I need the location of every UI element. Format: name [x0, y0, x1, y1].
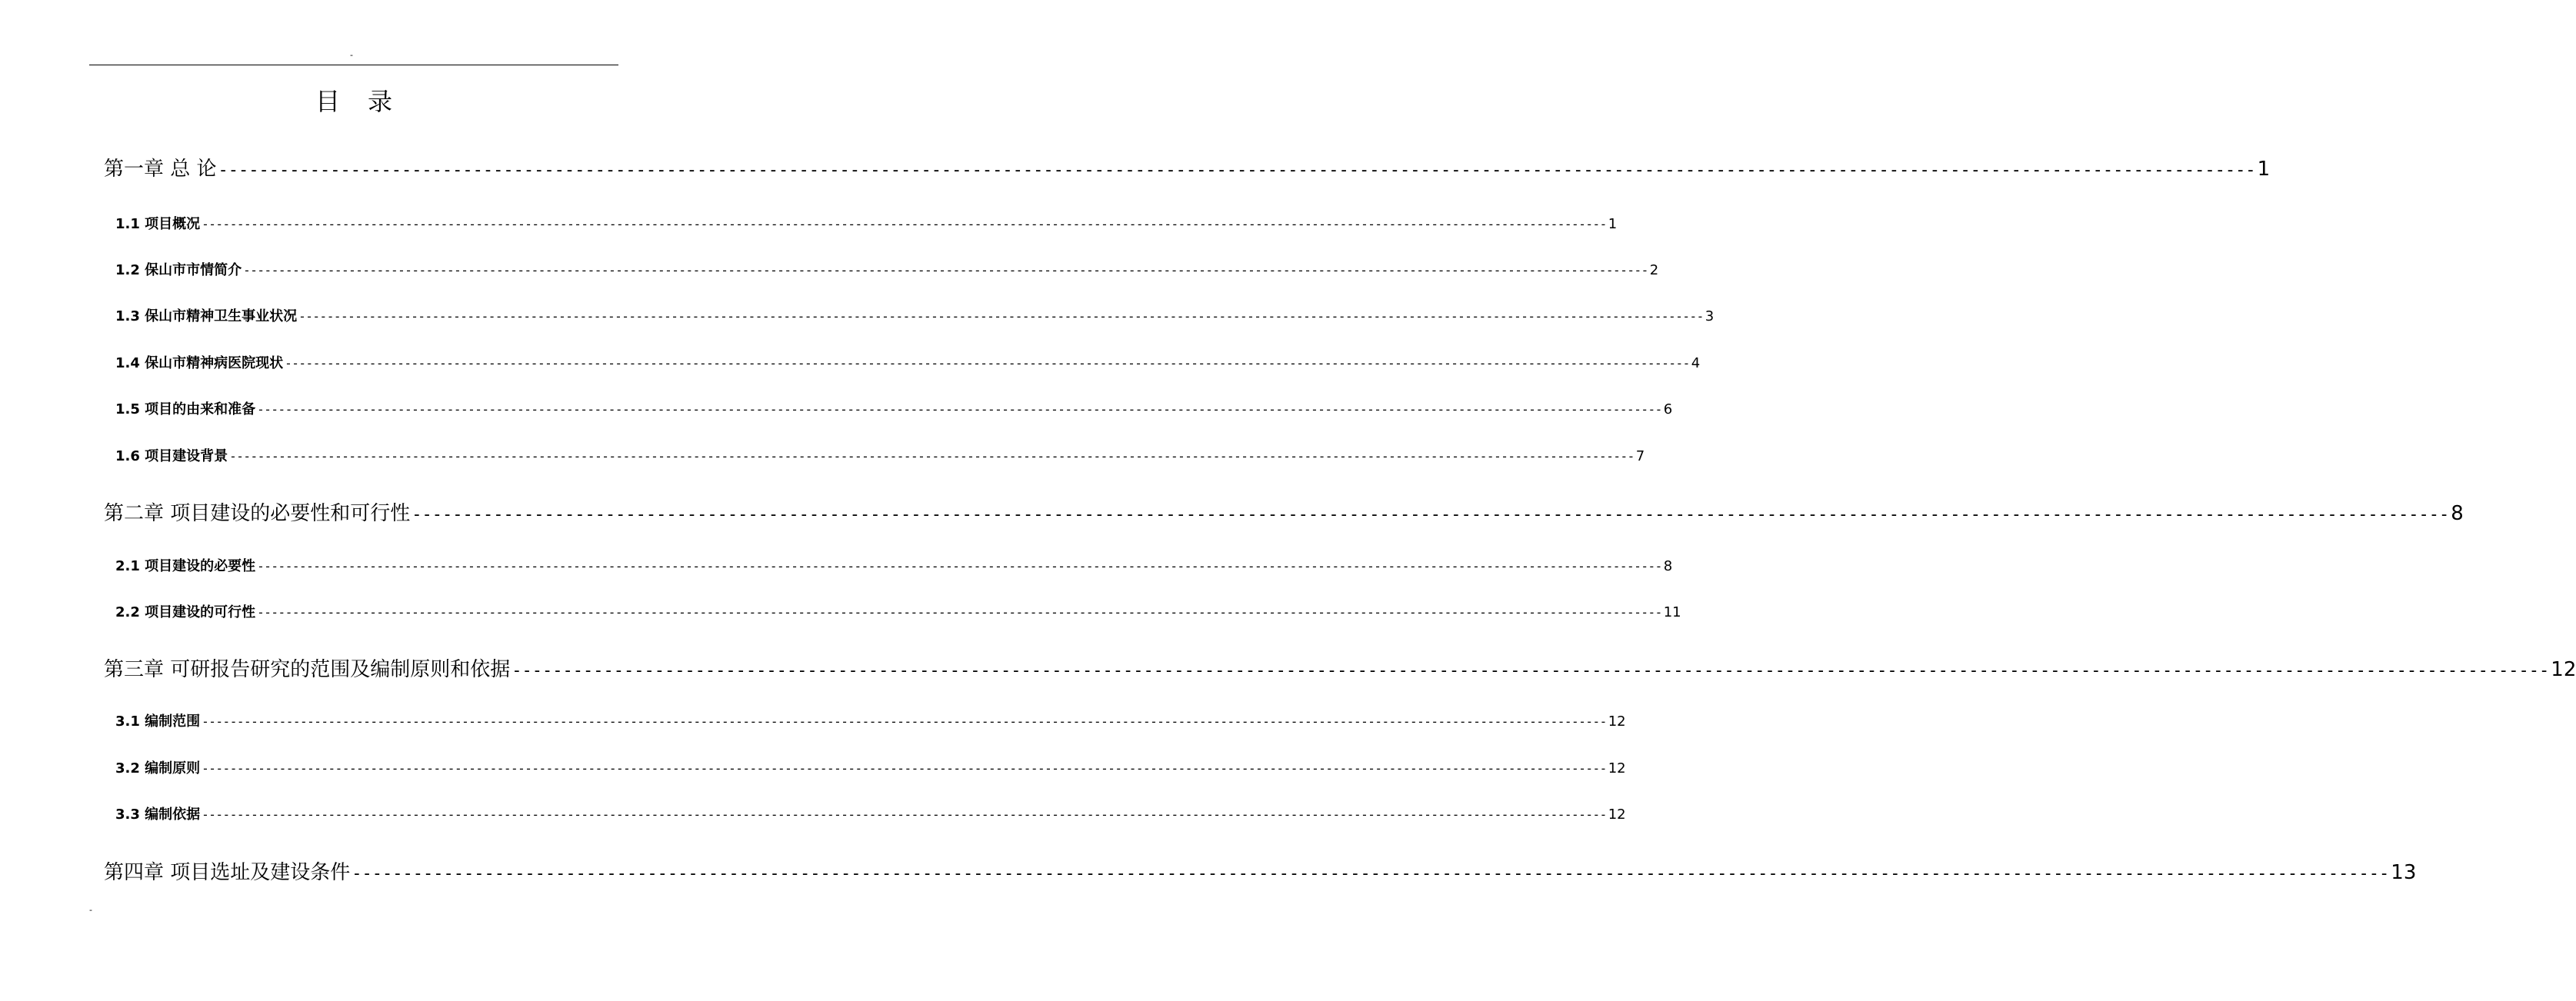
- toc-page-number: 2: [1649, 262, 1659, 278]
- toc-page-number: 12: [1608, 760, 1626, 777]
- toc-dash-leader: --------------------------------------------------------------------------------------------------------------------------------------------------------------------------------------------------------: [257, 559, 1662, 574]
- toc-section-entry[interactable]: [115, 759, 1626, 779]
- toc-dash-leader: --------------------------------------------------------------------------------------------------------------------------------------------------------------------------------------------------------: [202, 714, 1607, 729]
- toc-chapter-entry[interactable]: [104, 155, 2271, 185]
- toc-section-entry[interactable]: [115, 805, 1626, 825]
- toc-section-entry[interactable]: [115, 603, 1681, 623]
- toc-dash-leader: --------------------------------------------------------------------------------------------------------------------------------------------------------------------------------------------------------: [412, 505, 2450, 524]
- toc-dash-leader: --------------------------------------------------------------------------------------------------------------------------------------------------------------------------------------------------------: [243, 263, 1648, 278]
- toc-section-entry[interactable]: [115, 447, 1645, 467]
- toc-section-entry[interactable]: [115, 400, 1673, 420]
- toc-entry-title: 1.2 保山市市情简介: [115, 262, 242, 278]
- toc-page-number: 8: [2451, 502, 2464, 525]
- footer-mark: -: [89, 905, 92, 915]
- toc-dash-leader: --------------------------------------------------------------------------------------------------------------------------------------------------------------------------------------------------------: [229, 449, 1635, 464]
- toc-section-entry[interactable]: [115, 261, 1659, 281]
- toc-page-number: 7: [1635, 448, 1645, 464]
- toc-entry-title: 第一章 总 论: [104, 158, 217, 181]
- toc-dash-leader: --------------------------------------------------------------------------------------------------------------------------------------------------------------------------------------------------------: [257, 605, 1662, 620]
- toc-page-number: 13: [2391, 861, 2417, 884]
- toc-entry-title: 第四章 项目选址及建设条件: [104, 861, 351, 884]
- toc-page-number: 12: [1608, 713, 1626, 730]
- toc-page-number: 4: [1691, 355, 1701, 371]
- toc-entry-title: 第二章 项目建设的必要性和可行性: [104, 502, 411, 525]
- toc-page-number: 6: [1663, 401, 1673, 417]
- toc-entry-title: 1.1 项目概况: [115, 216, 201, 232]
- toc-section-entry[interactable]: [115, 557, 1673, 577]
- toc-chapter-entry[interactable]: [104, 500, 2464, 529]
- toc-entry-title: 3.3 编制依据: [115, 806, 201, 823]
- toc-page-number: 1: [1608, 216, 1618, 232]
- toc-page-number: 3: [1705, 308, 1715, 324]
- toc-dash-leader: --------------------------------------------------------------------------------------------------------------------------------------------------------------------------------------------------------: [218, 161, 2256, 180]
- toc-page-number: 12: [2551, 658, 2576, 681]
- toc-entry-title: 1.6 项目建设背景: [115, 448, 228, 464]
- toc-dash-leader: --------------------------------------------------------------------------------------------------------------------------------------------------------------------------------------------------------: [202, 807, 1607, 822]
- toc-page-number: 1: [2257, 158, 2271, 181]
- toc-dash-leader: --------------------------------------------------------------------------------------------------------------------------------------------------------------------------------------------------------: [257, 402, 1662, 417]
- toc-dash-leader: --------------------------------------------------------------------------------------------------------------------------------------------------------------------------------------------------------: [512, 661, 2550, 680]
- toc-entry-title: 第三章 可研报告研究的范围及编制原则和依据: [104, 658, 511, 681]
- toc-section-entry[interactable]: [115, 712, 1626, 732]
- toc-section-entry[interactable]: [115, 214, 1618, 234]
- toc-page-number: 8: [1663, 558, 1673, 574]
- toc-entry-title: 1.4 保山市精神病医院现状: [115, 355, 284, 371]
- toc-dash-leader: --------------------------------------------------------------------------------------------------------------------------------------------------------------------------------------------------------: [298, 309, 1704, 324]
- toc-chapter-entry[interactable]: [104, 859, 2417, 888]
- toc-title: 目录: [315, 87, 420, 116]
- toc-dash-leader: --------------------------------------------------------------------------------------------------------------------------------------------------------------------------------------------------------: [352, 864, 2390, 883]
- toc-entry-title: 1.3 保山市精神卫生事业状况: [115, 308, 298, 324]
- toc-dash-leader: --------------------------------------------------------------------------------------------------------------------------------------------------------------------------------------------------------: [285, 356, 1690, 371]
- toc-page-number: 12: [1608, 806, 1626, 823]
- toc-entry-title: 2.1 项目建设的必要性: [115, 558, 256, 574]
- toc-entry-title: 3.1 编制范围: [115, 713, 201, 730]
- toc-section-entry[interactable]: [115, 354, 1701, 374]
- toc-page-number: 11: [1663, 604, 1681, 620]
- toc-entry-title: 1.5 项目的由来和准备: [115, 401, 256, 417]
- toc-dash-leader: --------------------------------------------------------------------------------------------------------------------------------------------------------------------------------------------------------: [202, 761, 1607, 776]
- toc-entry-title: 2.2 项目建设的可行性: [115, 604, 256, 620]
- header-mark: -: [350, 50, 353, 60]
- toc-section-entry[interactable]: [115, 307, 1715, 327]
- toc-chapter-entry[interactable]: [104, 656, 2576, 685]
- toc-dash-leader: --------------------------------------------------------------------------------------------------------------------------------------------------------------------------------------------------------: [202, 217, 1607, 231]
- toc-entry-title: 3.2 编制原则: [115, 760, 201, 777]
